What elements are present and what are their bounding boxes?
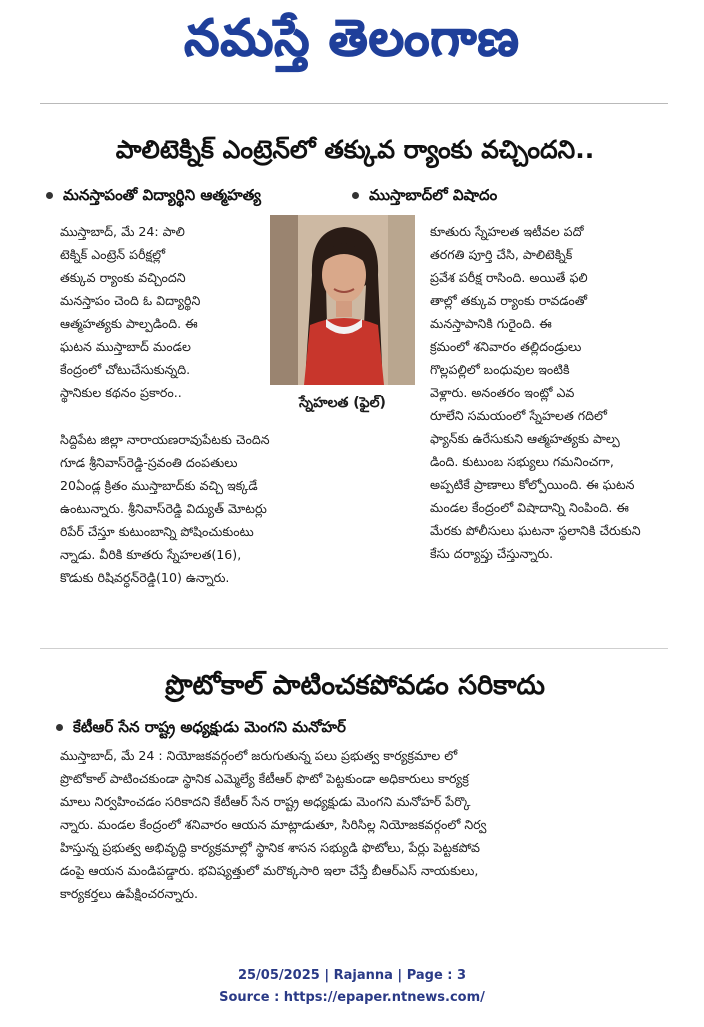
article1-right-column: కూతురు స్నేహలత ఇటీవల పదో తరగతి పూర్తి చేసి, పాలిటెక్నిక్ ప్రవేశ పరీక్ష రాసింది. అయితే ఫలి తాల్లో తక్కువ ర్యాంకు రావడంతో మనస్తాపానికి గురైంది. ఈ క్రమంలో శనివారం తల్లిదండ్రులు గొల్లపల్లిలో బంధువుల ఇంటికి వెళ్లారు. అనంతరం ఇంట్లో ఎవ రూలేని సమయంలో స్నేహలత గదిలో ఫ్యాన్‌కు ఉరేసుకుని ఆత్మహత్యకు పాల్ప డింది. కుటుంబ సభ్యులు గమనించగా, అప్పటికే ప్రాణాలు కోల్పోయింది. ఈ ఘటన మండల కేంద్రంలో విషాదాన్ని నింపింది. ఈ మేరకు పోలీసులు ఘటనా స్థలానికి చేరుకుని కేసు దర్యాప్తు చేస్తున్నారు. (430, 224, 641, 561)
article1-subhead-1: మనస్తాపంతో విద్యార్థిని ఆత్మహత్య (46, 184, 261, 206)
photo-caption: స్నేహలత (ఫైల్) (299, 395, 386, 411)
masthead-divider (40, 103, 668, 104)
article2-body: ముస్తాబాద్, మే 24 : నియోజకవర్గంలో జరుగుతున్న పలు ప్రభుత్వ కార్యక్రమాల లో ప్రొటోకాల్ పాటించకుండా స్థానిక ఎమ్మెల్యే కేటీఆర్ ఫొటో పెట్టకుండా అధికారులు కార్యక్ర మాలు నిర్వహించడం సరికాదని కేటీఆర్ సేన రాష్ట్ర అధ్యక్షుడు మెంగని మనోహర్ పేర్కొ న్నారు. మండల కేంద్రంలో శనివారం ఆయన మాట్లాడుతూ, సిరిసిల్ల నియోజకవర్గంలో నిర్వ హిస్తున్న ప్రభుత్వ అభివృద్ధి కార్యక్రమాల్లో స్థానిక శాసన సభ్యుడి ఫొటోలు, పేర్లు పెట్టకపోవ డంపై ఆయన మండిపడ్డారు. భవిష్యత్తులో మరొక్కసారి ఇలా చేస్తే బీఆర్‌ఎస్ నాయకులు, కార్యకర్తలు ఉపేక్షించరన్నారు. (60, 748, 487, 901)
student-photo (270, 215, 415, 385)
article2-headline: ప్రొటోకాల్ పాటించకపోవడం సరికాదు (165, 670, 545, 701)
article1-lower-left-column: సిద్దిపేట జిల్లా నారాయణరావుపేటకు చెందిన గూడ శ్రీనివాస్‌రెడ్డి-స్రవంతి దంపతులు 20ఏండ్ల క్రితం ముస్తాబాద్‌కు వచ్చి ఇక్కడే ఉంటున్నారు. శ్రీనివాస్‌రెడ్డి విద్యుత్ మోటర్లు రిపేర్ చేస్తూ కుటుంబాన్ని పోషించుకుంటు న్నాడు. వీరికి కూతరు స్నేహలత(16), కొడుకు రిషివర్ధన్‌రెడ్డి(10) ఉన్నారు. (60, 432, 270, 585)
student-portrait-image (270, 215, 415, 385)
article1-subhead-2: ముస్తాబాద్‌లో విషాదం (352, 184, 497, 206)
bullet-icon (46, 192, 53, 199)
footer-source-link[interactable]: Source : https://epaper.ntnews.com/ (219, 990, 485, 1005)
bullet-icon (352, 192, 359, 199)
article2-subhead: కేటీఆర్ సేన రాష్ట్ర అధ్యక్షుడు మెంగని మనోహర్ (56, 716, 346, 738)
footer-date-edition: 25/05/2025 | Rajanna | Page : 3 (237, 968, 467, 983)
article1-left-column: ముస్తాబాద్, మే 24: పాలి టెక్నిక్ ఎంట్రెన్ పరీక్షల్లో తక్కువ ర్యాంకు వచ్చిందని మనస్తాపం చెంది ఓ విద్యార్థిని ఆత్మహత్యకు పాల్పడింది. ఈ ఘటన ముస్తాబాద్ మండల కేంద్రంలో చోటుచేసుకున్నది. స్థానికుల కథనం ప్రకారం.. (60, 224, 201, 400)
article1-headline: పాలిటెక్నిక్ ఎంట్రెన్‌లో తక్కువ ర్యాంకు వచ్చిందని.. (115, 135, 595, 164)
bullet-icon (56, 724, 63, 731)
article1-continued-column (60, 405, 422, 428)
article-divider (40, 648, 668, 649)
newspaper-masthead: నమస్తే తెలంగాణ (184, 9, 520, 67)
